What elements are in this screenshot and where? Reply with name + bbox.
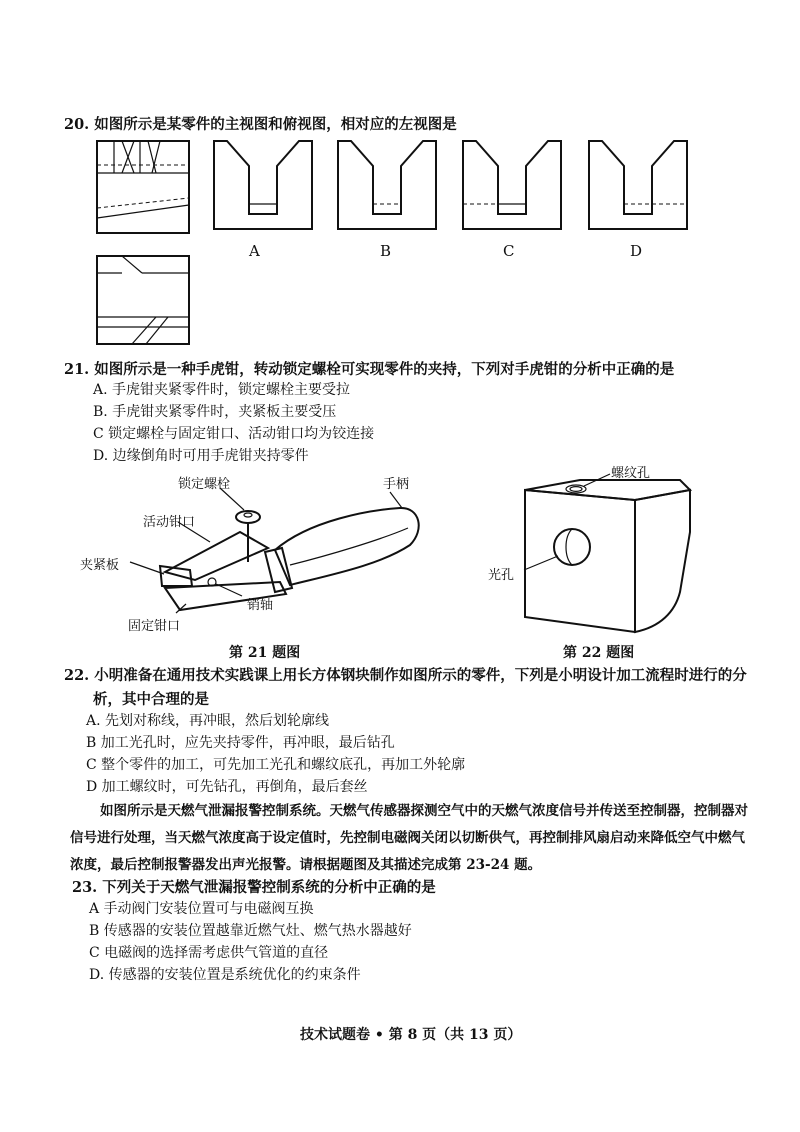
q22-label-thread-hole: 螺纹孔 — [611, 466, 651, 481]
q20-front-view — [96, 140, 190, 234]
q21-label-movable-jaw: 活动钳口 — [143, 515, 196, 530]
q21-title: 21. 如图所示是一种手虎钳，转动锁定螺栓可实现零件的夹持，下列对手虎钳的分析中正确的是 — [64, 361, 675, 378]
q20-option-b-label: B — [380, 242, 392, 260]
q20-option-a-label: A — [249, 242, 260, 260]
q20-option-d-label: D — [630, 242, 643, 260]
q22-caption: 第 22 题图 — [563, 645, 635, 661]
q20-option-d-view — [588, 140, 688, 230]
page-footer: 技术试题卷 • 第 8 页（共 13 页） — [300, 1027, 522, 1043]
q22-option-d: D 加工螺纹时，可先钻孔，再倒角，最后套丝 — [86, 779, 368, 795]
q23-24-intro: 如图所示是天燃气泄漏报警控制系统。天燃气传感器探测空气中的天燃气浓度信号并传送至控制器，控制器对信号进行处理，当天燃气浓度高于设定值时，先控制电磁阀关闭以切断供气，再控制排风扇启动来降低空气中燃气浓度，最后控制报警器发出声光报警。请根据题图及其描述完成第 23-24 题。 — [70, 803, 748, 873]
q20-option-a-view — [213, 140, 313, 230]
q20-top-view — [96, 255, 190, 345]
q23-option-b: B 传感器的安装位置越靠近燃气灶、燃气热水器越好 — [89, 923, 412, 939]
q23-option-a: A 手动阀门安装位置可与电磁阀互换 — [89, 901, 314, 917]
q20-option-c-view — [462, 140, 562, 230]
q23-option-c: C 电磁阀的选择需考虑供气管道的直径 — [89, 945, 329, 961]
q22-block-figure — [480, 462, 720, 647]
q21-label-clamp-plate: 夹紧板 — [80, 558, 120, 573]
q21-label-handle: 手柄 — [383, 477, 410, 492]
q20-option-c-label: C — [503, 242, 515, 260]
q23-option-d: D. 传感器的安装位置是系统优化的约束条件 — [89, 967, 361, 983]
q20-title: 20. 如图所示是某零件的主视图和俯视图，相对应的左视图是 — [64, 116, 457, 133]
q21-caption: 第 21 题图 — [229, 645, 301, 661]
q22-option-a: A. 先划对称线，再冲眼，然后划轮廓线 — [86, 713, 330, 729]
q22-title-line2: 析，其中合理的是 — [93, 691, 209, 708]
q21-label-fixed-jaw: 固定钳口 — [128, 619, 181, 634]
q23-title: 23. 下列关于天燃气泄漏报警控制系统的分析中正确的是 — [72, 879, 436, 896]
q20-option-b-view — [337, 140, 437, 230]
q22-option-c: C 整个零件的加工，可先加工光孔和螺纹底孔，再加工外轮廓 — [86, 757, 466, 773]
q21-option-d: D. 边缘倒角时可用手虎钳夹持零件 — [93, 448, 309, 464]
q21-label-pin: 销轴 — [247, 598, 274, 613]
q21-option-a: A. 手虎钳夹紧零件时，锁定螺栓主要受拉 — [93, 382, 351, 398]
q21-label-bolt: 锁定螺栓 — [178, 477, 231, 492]
q22-label-plain-hole: 光孔 — [488, 568, 515, 583]
q22-title-line1: 22. 小明准备在通用技术实践课上用长方体钢块制作如图所示的零件，下列是小明设计加工流程时进行的分 — [64, 667, 747, 684]
q21-option-c: C 锁定螺栓与固定钳口、活动钳口均为铰连接 — [93, 426, 375, 442]
q21-option-b: B. 手虎钳夹紧零件时，夹紧板主要受压 — [93, 404, 337, 420]
q22-option-b: B 加工光孔时，应先夹持零件，再冲眼，最后钻孔 — [86, 735, 395, 751]
